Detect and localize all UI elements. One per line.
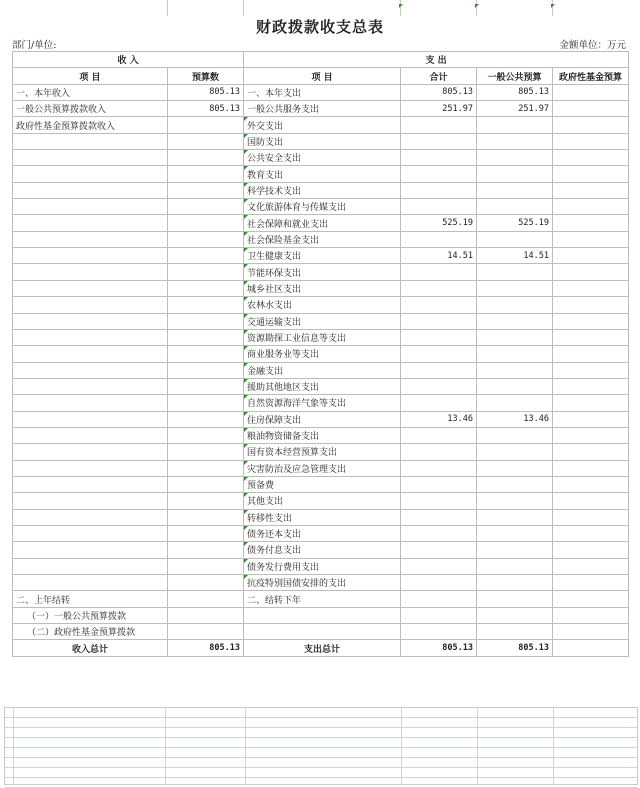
general-budget-cell (477, 166, 553, 182)
total-cell (401, 427, 477, 443)
income-amount-cell (168, 346, 244, 362)
income-amount-cell (168, 362, 244, 378)
fund-budget-cell (553, 476, 629, 492)
table-row (13, 117, 629, 133)
expense-item-cell: 转移性支出 (244, 509, 401, 525)
total-cell (401, 509, 477, 525)
general-budget-cell (477, 280, 553, 296)
blank-grid-line (5, 758, 637, 768)
fund-budget-cell (553, 329, 629, 345)
income-amount-cell (168, 607, 244, 623)
table-row (13, 84, 629, 100)
cell-marker (399, 4, 403, 8)
income-item-cell (13, 411, 168, 427)
expense-item-cell: 债务付息支出 (244, 542, 401, 558)
income-total-value: 805.13 (168, 640, 244, 656)
general-budget-cell (477, 378, 553, 394)
income-amount-cell (168, 493, 244, 509)
total-cell (401, 117, 477, 133)
fund-budget-cell (553, 199, 629, 215)
expense-item-cell: 二、结转下年 (244, 591, 401, 607)
general-budget-cell (477, 395, 553, 411)
income-item-cell: 政府性基金预算拨款收入 (13, 117, 168, 133)
general-budget-cell (477, 150, 553, 166)
expense-item-cell: 农林水支出 (244, 297, 401, 313)
income-total-label: 收入总计 (13, 640, 168, 656)
income-amount-cell (168, 280, 244, 296)
fund-budget-cell (553, 117, 629, 133)
income-amount-cell (168, 575, 244, 591)
income-item-cell (13, 313, 168, 329)
general-budget-cell (477, 460, 553, 476)
income-item-cell (13, 476, 168, 492)
general-budget-cell (477, 624, 553, 640)
income-item-cell (13, 493, 168, 509)
table-row (13, 329, 629, 345)
general-budget-cell (477, 329, 553, 345)
income-amount-cell (168, 166, 244, 182)
income-amount-cell (168, 558, 244, 574)
expense-item-cell: 教育支出 (244, 166, 401, 182)
table-row (13, 101, 629, 117)
fund-budget-cell (553, 411, 629, 427)
blank-grid-column-line (245, 708, 246, 784)
expense-item-cell (244, 624, 401, 640)
income-item-cell (13, 444, 168, 460)
income-amount-cell (168, 460, 244, 476)
fund-total-value (553, 640, 629, 656)
income-item-cell (13, 509, 168, 525)
blank-grid-column-line (477, 708, 478, 784)
table-row (13, 575, 629, 591)
fund-budget-cell (553, 215, 629, 231)
income-header: 收 入 (13, 52, 244, 68)
fund-budget-cell (553, 166, 629, 182)
income-item-cell: （二）政府性基金预算拨款 (13, 624, 168, 640)
total-cell (401, 575, 477, 591)
income-item-cell (13, 378, 168, 394)
table-row (13, 624, 629, 640)
income-item-cell (13, 231, 168, 247)
general-budget-cell: 13.46 (477, 411, 553, 427)
income-amount-cell (168, 525, 244, 541)
table-row (13, 427, 629, 443)
income-amount-cell (168, 199, 244, 215)
table-row (13, 591, 629, 607)
blank-grid-line (5, 748, 637, 758)
income-item-cell (13, 460, 168, 476)
section-header-row (13, 52, 629, 68)
general-budget-cell (477, 199, 553, 215)
expense-item-cell (244, 607, 401, 623)
expense-item-cell: 资源勘探工业信息等支出 (244, 329, 401, 345)
income-item-cell (13, 329, 168, 345)
expense-item-cell: 卫生健康支出 (244, 248, 401, 264)
fund-budget-cell (553, 493, 629, 509)
income-item-cell (13, 150, 168, 166)
income-amount-cell (168, 378, 244, 394)
blank-grid-column-line (401, 708, 402, 784)
income-item-cell: （一）一般公共预算拨款 (13, 607, 168, 623)
expense-item-cell: 债务发行费用支出 (244, 558, 401, 574)
table-row (13, 476, 629, 492)
general-budget-cell (477, 575, 553, 591)
income-item-cell (13, 248, 168, 264)
fund-budget-cell (553, 542, 629, 558)
general-budget-cell: 14.51 (477, 248, 553, 264)
total-cell (401, 607, 477, 623)
total-cell (401, 346, 477, 362)
blank-grid-line (5, 768, 637, 778)
general-budget-cell (477, 133, 553, 149)
income-item-cell (13, 395, 168, 411)
income-amount-cell (168, 117, 244, 133)
general-budget-cell (477, 444, 553, 460)
income-item-cell (13, 575, 168, 591)
income-amount-cell (168, 150, 244, 166)
table-row (13, 444, 629, 460)
blank-grid-column-line (165, 708, 166, 784)
total-cell (401, 182, 477, 198)
income-amount-cell (168, 248, 244, 264)
expense-item-cell: 社会保险基金支出 (244, 231, 401, 247)
table-row (13, 133, 629, 149)
column-header-row (13, 68, 629, 84)
income-amount-cell: 805.13 (168, 84, 244, 100)
general-budget-cell (477, 346, 553, 362)
fund-budget-cell (553, 84, 629, 100)
income-amount-cell (168, 411, 244, 427)
income-amount-cell (168, 509, 244, 525)
unit-label: 金额单位：万元 (559, 40, 626, 51)
income-item-header: 项 目 (13, 68, 168, 84)
fund-budget-cell (553, 591, 629, 607)
income-item-cell (13, 346, 168, 362)
general-budget-cell (477, 509, 553, 525)
fund-budget-cell (553, 264, 629, 280)
income-amount-cell (168, 264, 244, 280)
total-cell (401, 297, 477, 313)
table-row (13, 313, 629, 329)
income-amount-cell (168, 444, 244, 460)
income-item-cell (13, 199, 168, 215)
blank-sheet-area (4, 707, 638, 785)
general-budget-header: 一般公共预算 (477, 68, 553, 84)
table-row (13, 231, 629, 247)
total-cell: 13.46 (401, 411, 477, 427)
income-amount-cell (168, 182, 244, 198)
expense-item-cell: 住房保障支出 (244, 411, 401, 427)
income-item-cell (13, 133, 168, 149)
total-cell: 251.97 (401, 101, 477, 117)
income-amount-cell (168, 215, 244, 231)
department-label: 部门/单位: (12, 40, 57, 51)
income-item-cell (13, 558, 168, 574)
total-cell (401, 591, 477, 607)
expense-item-cell: 粮油物资储备支出 (244, 427, 401, 443)
total-cell (401, 395, 477, 411)
income-item-cell: 二、上年结转 (13, 591, 168, 607)
total-cell (401, 476, 477, 492)
table-row (13, 411, 629, 427)
fund-budget-cell (553, 182, 629, 198)
income-item-cell (13, 215, 168, 231)
total-cell (401, 199, 477, 215)
expense-item-cell: 国有资本经营预算支出 (244, 444, 401, 460)
income-item-cell (13, 362, 168, 378)
expense-item-cell: 国防支出 (244, 133, 401, 149)
cell-marker (551, 4, 555, 8)
expense-item-cell: 交通运输支出 (244, 313, 401, 329)
expense-item-cell: 债务还本支出 (244, 525, 401, 541)
blank-grid-line (5, 778, 637, 788)
fund-budget-cell (553, 395, 629, 411)
expense-item-cell: 文化旅游体育与传媒支出 (244, 199, 401, 215)
general-budget-cell: 805.13 (477, 84, 553, 100)
general-budget-cell (477, 264, 553, 280)
total-cell (401, 264, 477, 280)
income-item-cell (13, 280, 168, 296)
income-item-cell (13, 182, 168, 198)
blank-grid-column-line (13, 708, 14, 784)
table-row (13, 280, 629, 296)
expense-item-cell: 一般公共服务支出 (244, 101, 401, 117)
fund-budget-cell (553, 624, 629, 640)
total-cell (401, 444, 477, 460)
fund-budget-cell (553, 460, 629, 476)
fund-budget-cell (553, 101, 629, 117)
expense-total-label: 支出总计 (244, 640, 401, 656)
blank-grid-line (5, 738, 637, 748)
fund-budget-cell (553, 509, 629, 525)
income-item-cell (13, 166, 168, 182)
income-amount-cell (168, 133, 244, 149)
table-row (13, 182, 629, 198)
total-cell: 805.13 (401, 84, 477, 100)
expense-item-cell: 其他支出 (244, 493, 401, 509)
expense-item-cell: 社会保障和就业支出 (244, 215, 401, 231)
expense-item-cell: 外交支出 (244, 117, 401, 133)
table-row (13, 150, 629, 166)
budget-table (12, 51, 629, 657)
total-cell (401, 166, 477, 182)
blank-grid-line (5, 728, 637, 738)
table-row (13, 493, 629, 509)
total-cell (401, 231, 477, 247)
fund-budget-cell (553, 248, 629, 264)
table-row (13, 199, 629, 215)
expense-item-cell: 城乡社区支出 (244, 280, 401, 296)
total-cell (401, 624, 477, 640)
table-row (13, 542, 629, 558)
table-row (13, 248, 629, 264)
table-row (13, 346, 629, 362)
total-cell (401, 558, 477, 574)
income-item-cell (13, 264, 168, 280)
expense-item-cell: 一、本年支出 (244, 84, 401, 100)
income-amount-cell (168, 624, 244, 640)
table-row (13, 362, 629, 378)
fund-budget-cell (553, 297, 629, 313)
table-row (13, 460, 629, 476)
expense-total-value: 805.13 (401, 640, 477, 656)
total-header: 合计 (401, 68, 477, 84)
fund-budget-header: 政府性基金预算 (553, 68, 629, 84)
total-cell (401, 133, 477, 149)
fund-budget-cell (553, 362, 629, 378)
fund-budget-cell (553, 525, 629, 541)
table-row (13, 378, 629, 394)
general-budget-cell (477, 607, 553, 623)
fund-budget-cell (553, 313, 629, 329)
blank-grid-column-line (553, 708, 554, 784)
expense-item-cell: 援助其他地区支出 (244, 378, 401, 394)
table-row (13, 558, 629, 574)
fund-budget-cell (553, 444, 629, 460)
expense-item-cell: 节能环保支出 (244, 264, 401, 280)
general-total-value: 805.13 (477, 640, 553, 656)
page-title: 财政拨款收支总表 (255, 18, 384, 36)
income-amount-cell (168, 231, 244, 247)
expense-item-cell: 抗疫特别国债安排的支出 (244, 575, 401, 591)
total-cell (401, 280, 477, 296)
fund-budget-cell (553, 575, 629, 591)
table-row (13, 525, 629, 541)
income-amount-cell (168, 476, 244, 492)
income-item-cell (13, 542, 168, 558)
general-budget-cell (477, 182, 553, 198)
total-cell (401, 378, 477, 394)
income-item-cell (13, 427, 168, 443)
general-budget-cell (477, 362, 553, 378)
general-budget-cell (477, 525, 553, 541)
fund-budget-cell (553, 280, 629, 296)
totals-row (13, 640, 629, 656)
total-cell (401, 460, 477, 476)
table-row (13, 215, 629, 231)
income-amount-cell (168, 427, 244, 443)
total-cell (401, 313, 477, 329)
income-item-cell (13, 297, 168, 313)
fund-budget-cell (553, 558, 629, 574)
income-item-cell: 一般公共预算拨款收入 (13, 101, 168, 117)
total-cell (401, 542, 477, 558)
income-amount-cell (168, 329, 244, 345)
general-budget-cell (477, 493, 553, 509)
total-cell: 525.19 (401, 215, 477, 231)
table-row (13, 395, 629, 411)
table-row (13, 607, 629, 623)
expense-item-cell: 商业服务业等支出 (244, 346, 401, 362)
general-budget-cell (477, 427, 553, 443)
total-cell: 14.51 (401, 248, 477, 264)
cell-marker (475, 4, 479, 8)
general-budget-cell (477, 117, 553, 133)
income-amount-cell (168, 542, 244, 558)
income-item-cell: 一、本年收入 (13, 84, 168, 100)
table-row (13, 166, 629, 182)
top-gridlines (12, 0, 628, 8)
fund-budget-cell (553, 231, 629, 247)
expense-item-cell: 科学技术支出 (244, 182, 401, 198)
general-budget-cell (477, 476, 553, 492)
expense-item-cell: 自然资源海洋气象等支出 (244, 395, 401, 411)
budget-header: 预算数 (168, 68, 244, 84)
income-amount-cell (168, 297, 244, 313)
general-budget-cell: 251.97 (477, 101, 553, 117)
expense-item-cell: 金融支出 (244, 362, 401, 378)
general-budget-cell (477, 591, 553, 607)
general-budget-cell (477, 542, 553, 558)
expense-item-cell: 公共安全支出 (244, 150, 401, 166)
expense-item-header: 项 目 (244, 68, 401, 84)
fund-budget-cell (553, 133, 629, 149)
fund-budget-cell (553, 378, 629, 394)
income-amount-cell (168, 395, 244, 411)
total-cell (401, 362, 477, 378)
general-budget-cell (477, 313, 553, 329)
total-cell (401, 150, 477, 166)
blank-grid-line (5, 708, 637, 718)
income-item-cell (13, 525, 168, 541)
general-budget-cell (477, 231, 553, 247)
fund-budget-cell (553, 346, 629, 362)
table-row (13, 297, 629, 313)
general-budget-cell: 525.19 (477, 215, 553, 231)
income-amount-cell (168, 313, 244, 329)
blank-grid-line (5, 718, 637, 728)
total-cell (401, 525, 477, 541)
total-cell (401, 329, 477, 345)
income-amount-cell: 805.13 (168, 101, 244, 117)
expense-item-cell: 预备费 (244, 476, 401, 492)
general-budget-cell (477, 297, 553, 313)
fund-budget-cell (553, 150, 629, 166)
expense-header: 支 出 (244, 52, 629, 68)
fund-budget-cell (553, 607, 629, 623)
total-cell (401, 493, 477, 509)
table-row (13, 264, 629, 280)
income-amount-cell (168, 591, 244, 607)
general-budget-cell (477, 558, 553, 574)
table-row (13, 509, 629, 525)
fund-budget-cell (553, 427, 629, 443)
expense-item-cell: 灾害防治及应急管理支出 (244, 460, 401, 476)
